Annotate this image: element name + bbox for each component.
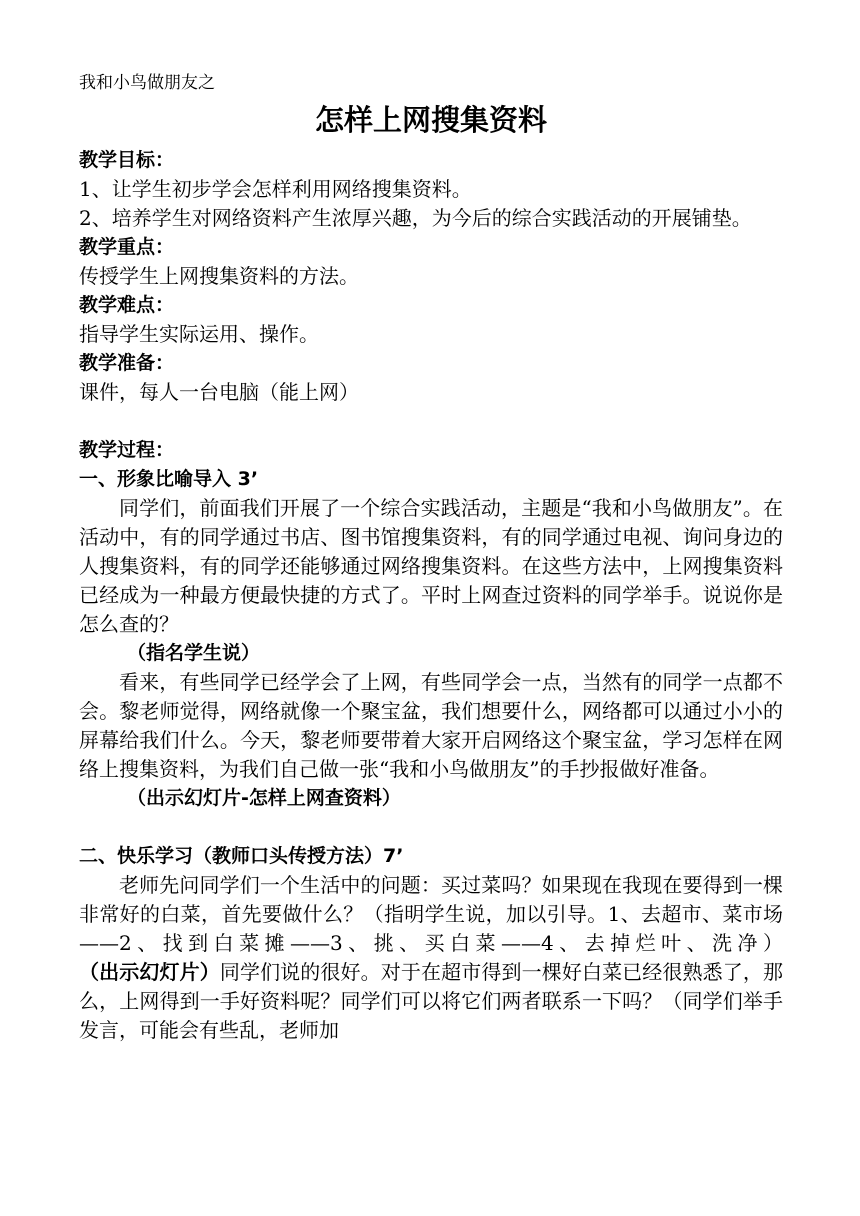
key-points-text: 传授学生上网搜集资料的方法。 — [79, 264, 359, 288]
section-1-note-1: （指名学生说） — [127, 642, 261, 664]
section-1-note-2: （出示幻灯片-怎样上网查资料） — [127, 787, 401, 809]
section-1-paragraph-1: 同学们，前面我们开展了一个综合实践活动，主题是“我和小鸟做朋友”。在活动中，有的同学通过书店、图书馆搜集资料，有的同学通过电视、询问身边的人搜集资料，有的同学还能够通过网络搜集资料。在这些方法中，上网搜集资料已经成为一种最方便最快捷的方式了。平时上网查过资料的同学举手。说说你是怎么查的？ — [79, 496, 783, 636]
section-2-text-a: 老师先问同学们一个生活中的问题：买过菜吗？如果现在我现在要得到一棵非常好的白菜，首先要做什么？（指明学生说，加以引导。1、去超市、菜市场——2、找到白菜摊——3、挑、买白菜——4、去掉烂叶、洗净） — [79, 873, 783, 955]
section-1-paragraph-2: 看来，有些同学已经学会了上网，有些同学会一点，当然有的同学一点都不会。黎老师觉得，网络就像一个聚宝盆，我们想要什么，网络都可以通过小小的屏幕给我们什么。今天，黎老师要带着大家开启网络这个聚宝盆，学习怎样在网络上搜集资料，为我们自己做一张“我和小鸟做朋友”的手抄报做好准备。 — [79, 670, 783, 781]
objective-item-2: 2、培养学生对网络资料产生浓厚兴趣，为今后的综合实践活动的开展铺垫。 — [79, 206, 752, 230]
section-1-heading: 一、形象比喻导入 3’ — [79, 468, 259, 490]
process-heading: 教学过程： — [79, 439, 175, 461]
spacer — [79, 407, 783, 436]
section-2-slide-note: （出示幻灯片） — [79, 960, 220, 984]
key-points-heading: 教学重点： — [79, 236, 175, 258]
difficulties-heading: 教学难点： — [79, 294, 175, 316]
document-subtitle: 我和小鸟做朋友之 — [79, 73, 215, 93]
difficulties-text: 指导学生实际运用、操作。 — [79, 322, 319, 346]
document-title: 怎样上网搜集资料 — [314, 103, 547, 137]
preparation-heading: 教学准备： — [79, 352, 175, 374]
section-2-text-b: 同学们说的很好。对于在超市得到一棵好白菜已经很熟悉了，那么，上网得到一手好资料呢？同学们可以将它们两者联系一下吗？（同学们举手发言，可能会有些乱，老师加 — [79, 960, 784, 1042]
preparation-text: 课件，每人一台电脑（能上网） — [79, 380, 359, 404]
section-2-paragraph-1 — [79, 871, 783, 1045]
section-2-heading: 二、快乐学习（教师口头传授方法）7’ — [79, 845, 404, 867]
document-page — [79, 68, 783, 1045]
spacer — [79, 813, 783, 842]
objective-item-1: 1、让学生初步学会怎样利用网络搜集资料。 — [79, 177, 472, 201]
objectives-heading: 教学目标： — [79, 149, 175, 171]
